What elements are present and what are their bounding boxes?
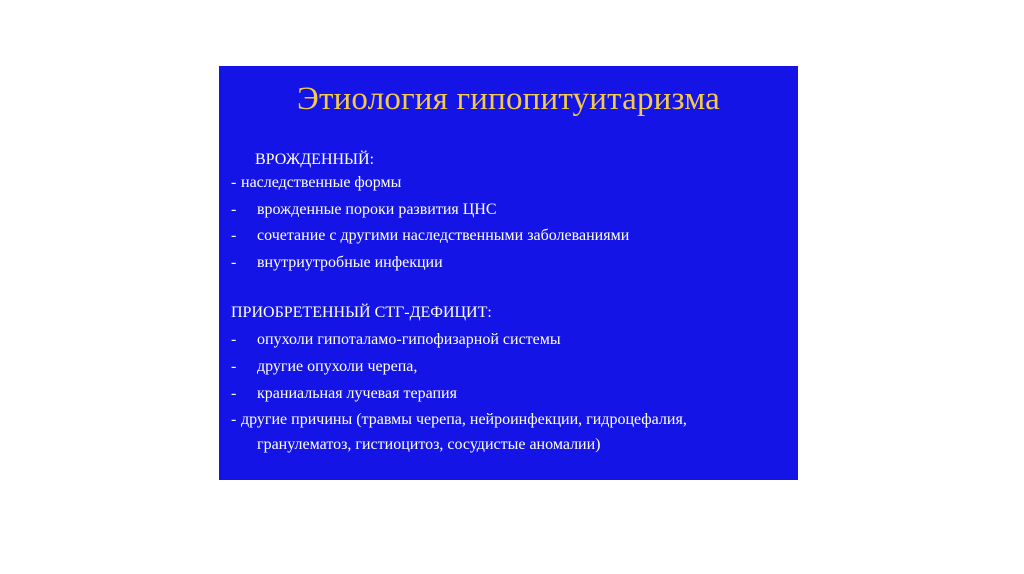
list-item-text: краниальная лучевая терапия xyxy=(257,385,457,402)
list-item-text: внутриутробные инфекции xyxy=(257,254,443,271)
list-dash: - xyxy=(231,174,237,191)
congenital-heading: ВРОЖДЕННЫЙ: xyxy=(255,151,375,168)
list-item-text: опухоли гипоталамо-гипофизарной системы xyxy=(257,331,561,348)
list-dash: - xyxy=(231,385,237,402)
list-dash: - xyxy=(231,227,237,244)
acquired-heading: ПРИОБРЕТЕННЫЙ СТГ-ДЕФИЦИТ: xyxy=(231,304,492,321)
list-dash: - xyxy=(231,201,237,218)
list-item-text: врожденные пороки развития ЦНС xyxy=(257,201,497,218)
list-dash: - xyxy=(231,358,237,375)
slide xyxy=(219,66,798,480)
list-dash: - xyxy=(231,411,237,428)
list-item-text: наследственные формы xyxy=(241,174,402,191)
list-dash: - xyxy=(231,331,237,348)
list-item-text: другие причины (травмы черепа, нейроинфекции, гидроцефалия, xyxy=(241,411,687,428)
slide-title: Этиология гипопитуитаризма xyxy=(296,81,721,117)
list-item-text: другие опухоли черепа, xyxy=(257,358,418,375)
list-dash: - xyxy=(231,254,237,271)
list-item-continuation: гранулематоз, гистиоцитоз, сосудистые аномалии) xyxy=(257,436,601,453)
list-item-text: сочетание с другими наследственными заболеваниями xyxy=(257,227,630,244)
